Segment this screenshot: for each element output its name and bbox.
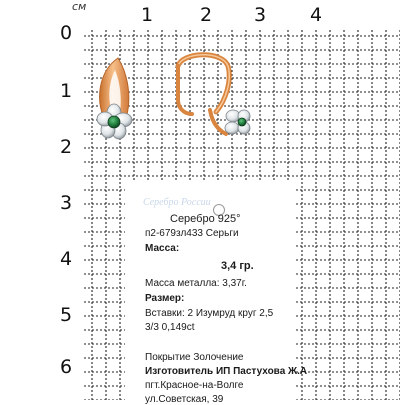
ruler-y-label-2: 2 — [60, 136, 73, 158]
tag-line-town: пгт.Красное-на-Волге — [145, 380, 244, 391]
right-earring — [178, 55, 250, 134]
tag-line-size: Размер: — [145, 293, 185, 304]
tag-line-mass-label: Масса: — [145, 243, 180, 254]
tag-line-article: п2-679зл433 Серьги — [145, 228, 239, 239]
tag-watermark: Серебро России — [143, 197, 211, 208]
tag-line-metal: Серебро 925° — [170, 213, 241, 225]
tag-line-manufacturer: Изготовитель ИП Пастухова Ж.А — [145, 366, 308, 377]
ruler-y-label-3: 3 — [60, 192, 73, 214]
tag-line-inserts-detail: 3/3 0,149ct — [145, 322, 195, 333]
tag-line-coating: Покрытие Золочение — [145, 352, 244, 363]
product-tag — [125, 180, 308, 405]
ruler-x-label-2: 2 — [200, 4, 213, 26]
ruler-x-label-4: 4 — [310, 4, 323, 26]
ruler-y-label-0: 0 — [60, 22, 73, 44]
ruler-y-label-1: 1 — [60, 80, 73, 102]
left-earring — [97, 58, 132, 139]
tag-line-inserts: Вставки: 2 Изумруд круг 2,5 — [145, 308, 274, 319]
tag-line-metal-mass: Масса металла: 3,37г. — [145, 278, 247, 289]
ruler-y-label-6: 6 — [60, 356, 73, 378]
ruler-y-label-4: 4 — [60, 248, 73, 270]
ruler-x-label-3: 3 — [254, 4, 267, 26]
ruler-unit-label: см — [72, 0, 87, 13]
ruler-y-label-5: 5 — [60, 304, 73, 326]
ruler-x-label-1: 1 — [141, 4, 154, 26]
tag-line-street: ул.Советская, 39 — [145, 394, 224, 405]
tag-line-mass-value: 3,4 гр. — [221, 260, 254, 272]
